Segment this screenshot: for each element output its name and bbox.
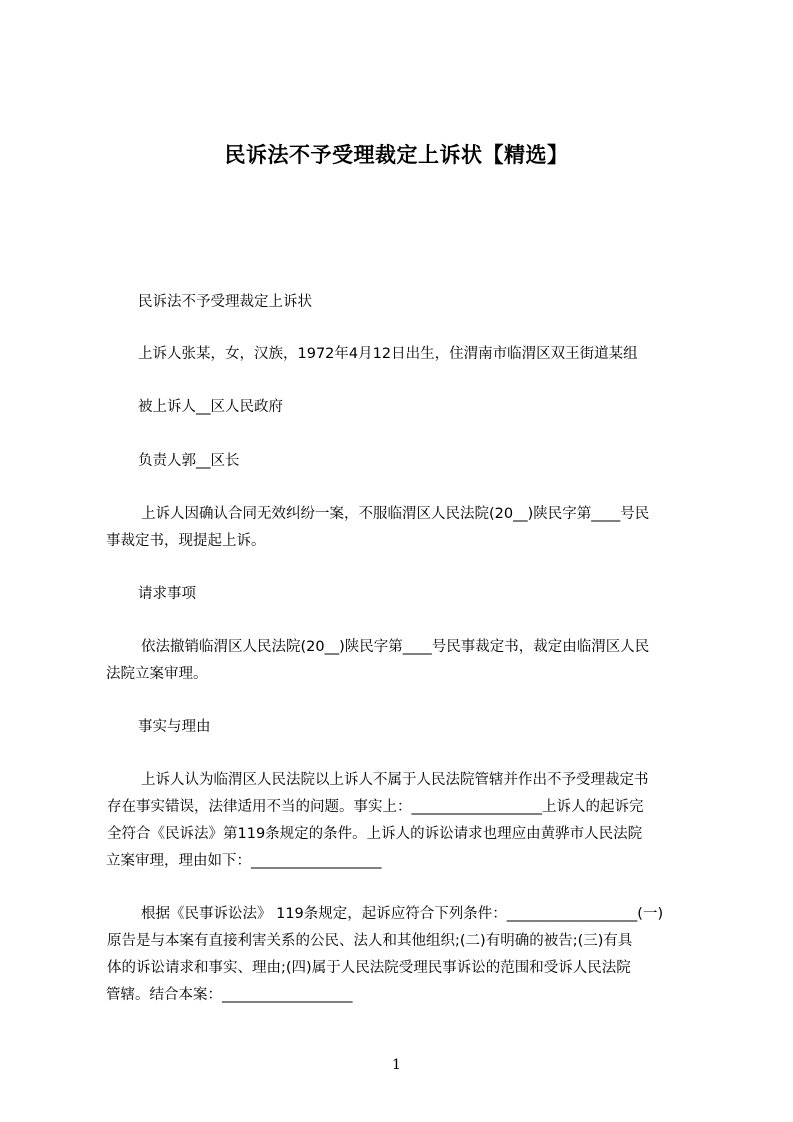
law-paragraph-line-2: 原告是与本案有直接利害关系的公民、法人和其他组织;(二)有明确的被告;(三)有具 <box>107 933 633 949</box>
request-paragraph-line-2: 法院立案审理。 <box>106 666 208 682</box>
request-heading: 请求事项 <box>138 586 196 602</box>
facts-heading: 事实与理由 <box>138 719 211 735</box>
law-paragraph-line-1: 根据《民事诉讼法》 119条规定，起诉应符合下列条件：__________________(一) <box>141 906 664 922</box>
facts-paragraph-line-1: 上诉人认为临渭区人民法院以上诉人不属于人民法院管辖并作出不予受理裁定书 <box>141 772 649 788</box>
request-paragraph-line-1: 依法撤销临渭区人民法院(20__)陕民字第____号民事裁定书，裁定由临渭区人民 <box>141 639 650 655</box>
intro-paragraph-line-2: 事裁定书，现提起上诉。 <box>106 533 266 549</box>
facts-paragraph-line-3: 全符合《民诉法》第119条规定的条件。上诉人的诉讼请求也理应由黄骅市人民法院 <box>107 826 643 842</box>
law-paragraph-line-3: 体的诉讼请求和事实、理由;(四)属于人民法院受理民事诉讼的范围和受诉人民法院 <box>107 960 631 976</box>
document-title: 民诉法不予受理裁定上诉状【精选】 <box>224 143 569 167</box>
facts-paragraph-line-2: 存在事实错误，法律适用不当的问题。事实上：__________________上诉人的起诉完 <box>107 799 644 815</box>
intro-paragraph-line-1: 上诉人因确认合同无效纠纷一案，不服临渭区人民法院(20__)陕民字第____号民 <box>141 506 650 522</box>
appellant-line: 上诉人张某，女，汉族，1972年4月12日出生，住渭南市临渭区双王街道某组 <box>138 346 638 362</box>
law-paragraph-line-4: 管辖。结合本案：__________________ <box>106 987 353 1003</box>
facts-paragraph-line-4: 立案审理，理由如下：__________________ <box>106 853 382 869</box>
page-number: 1 <box>392 1057 401 1073</box>
appellee-line: 被上诉人__区人民政府 <box>138 399 283 415</box>
responsible-person-line: 负责人郭__区长 <box>138 453 240 469</box>
subtitle: 民诉法不予受理裁定上诉状 <box>138 294 312 310</box>
